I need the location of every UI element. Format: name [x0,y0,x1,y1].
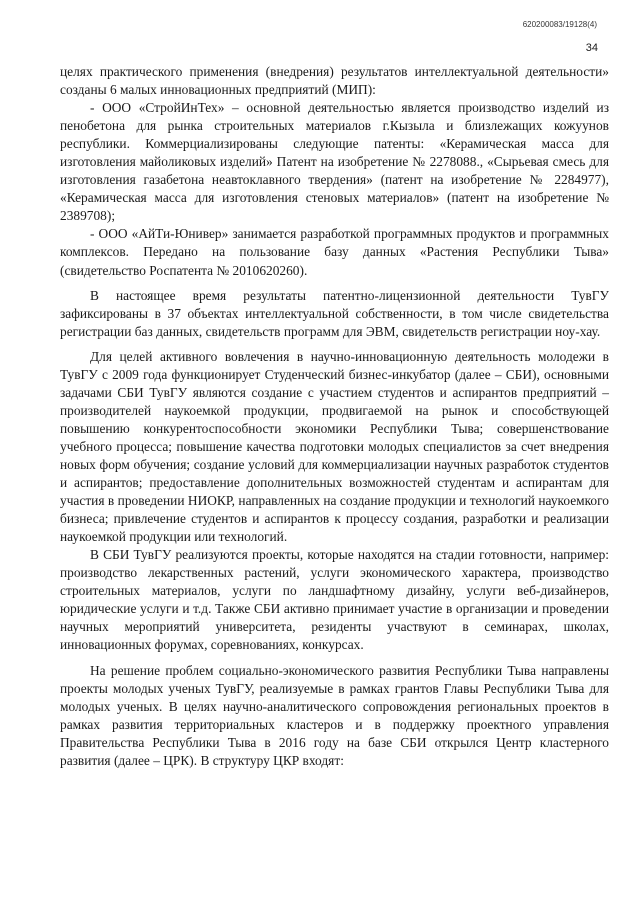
paragraph-ayti-univer: - ООО «АйТи-Юнивер» занимается разработкой программных продуктов и программных комплексов. Передано на пользование базу данных «Растения Республики Тыва» (свидетельство Роспатента № 2010620260). [60,226,609,278]
paragraph-patent-activity: В настоящее время результаты патентно-лицензионной деятельности ТувГУ зафиксированы в 37 объектах интеллектуальной собственности, в том числе свидетельства регистрации баз данных, свидетельств программ для ЭВМ, свидетельств регистрации ноу-хау. [60,287,609,339]
document-body [60,63,609,770]
document-number: 620200083/19128(4) [522,20,597,29]
page-number: 34 [585,42,598,54]
paragraph-cluster-center: На решение проблем социально-экономического развития Республики Тыва направлены проекты молодых ученых ТувГУ, реализуемые в рамках грантов Главы Республики Тыва для молодых ученых. В целях научно-аналитического сопровождения региональных проектов в рамках развития территориальных кластеров и в поддержку проектного управления Правительства Республики Тыва в 2016 году на базе СБИ открылся Центр кластерного развития (далее – ЦРК). В структуру ЦКР входят: [60,662,609,768]
paragraph-business-incubator: Для целей активного вовлечения в научно-инновационную деятельность молодежи в ТувГУ с 2009 года функционирует Студенческий бизнес-инкубатор (далее – СБИ), основными задачами СБИ ТувГУ являются создание с участием студентов и аспирантов предприятий – производителей наукоемкой продукции, продвигаемой на рынок и способствующей повышению конкурентоспособности экономики Республики Тыва; совершенствование учебного процесса; повышение качества подготовки молодых специалистов за счет внедрения новых форм обучения; создание условий для коммерциализации научных разработок студентов и аспирантов; предоставление дополнительных возможностей студентам и аспирантам для участия в проведении НИОКР, направленных на создание продукции и технологий наукоемкого бизнеса; привлечение студентов и аспирантов к процессу создания, разработки и реализации наукоемкой продукции или технологий. [60,348,609,545]
paragraph-sbi-projects: В СБИ ТувГУ реализуются проекты, которые находятся на стадии готовности, например: производство лекарственных растений, услуги экономического характера, производство строительных материалов, услуги по ландшафтному дизайну, услуги веб-дизайнеров, юридические услуги и т.д. Также СБИ активно принимает участие в организации и проведении научных мероприятий университета, резиденты участвуют в семинарах, школах, инновационных форумах, соревнованиях, конкурсах. [60,547,609,653]
paragraph-stroyintech: - ООО «СтройИнТех» – основной деятельностью является производство изделий из пенобетона для рынка строительных материалов г.Кызыла и близлежащих кожуунов республики. Коммерциализированы следующие патенты: «Керамическая масса для изготовления майоликовых изделий» Патент на изобретение № 2278088., «Сырьевая смесь для изготовления газабетона неавтоклавного твердения» (патент на изобретение № 2284977), «Керамическая масса для изготовления стеновых материалов» (патент на изобретение № 2389708); [60,100,609,224]
paragraph-mip-intro: целях практического применения (внедрения) результатов интеллектуальной деятельности» созданы 6 малых инновационных предприятий (МИП): [60,64,609,98]
